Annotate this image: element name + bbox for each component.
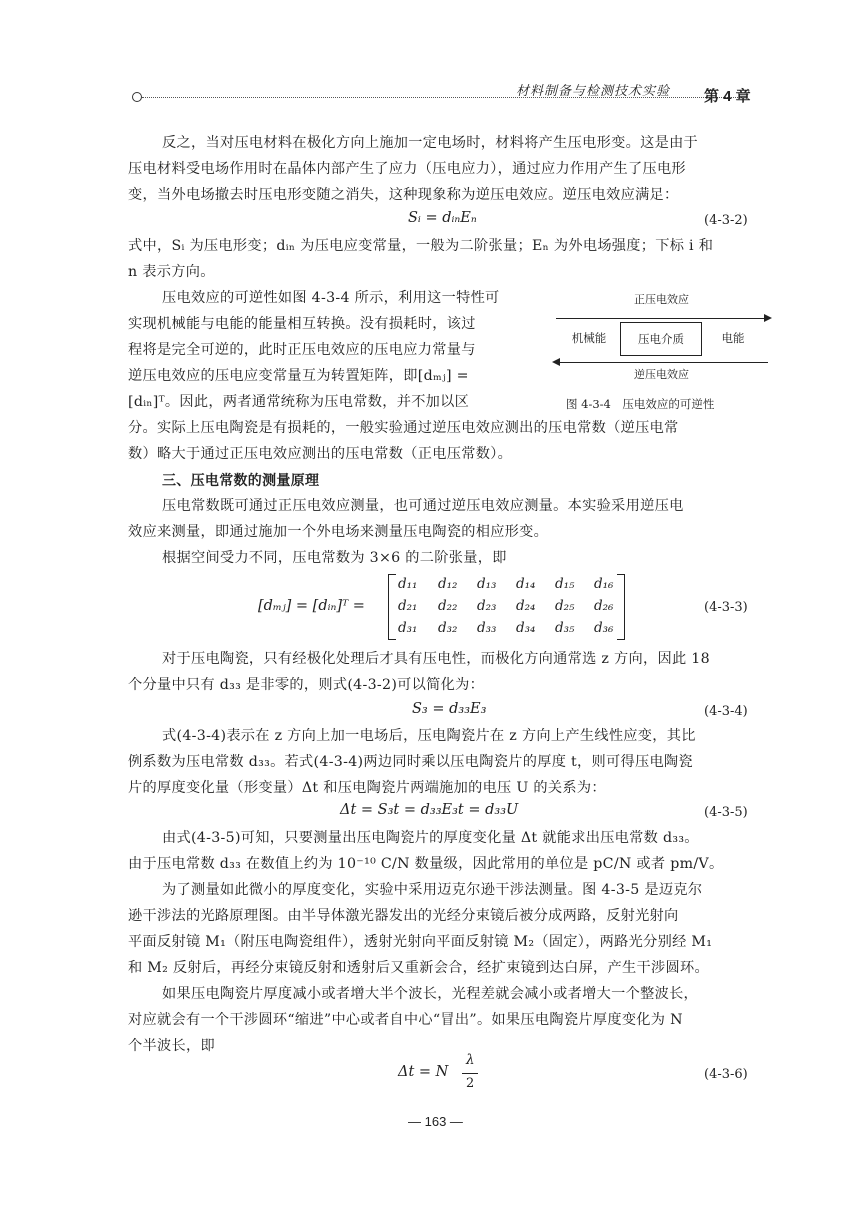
- equation-number-4-3-4: (4-3-4): [704, 704, 748, 719]
- page-number: — 163 —: [408, 1114, 463, 1129]
- eq-4-3-6-lhs: Δt = N: [398, 1064, 449, 1080]
- matrix-cell: d₃₃: [477, 620, 497, 636]
- arrow-forward: [556, 318, 768, 319]
- fraction-bar: [462, 1073, 478, 1074]
- matrix-cell: d₃₁: [398, 620, 418, 636]
- para9-line3: 平面反射镜 M₁（附压电陶瓷组件），透射光射向平面反射镜 M₂（固定），两路光分别经 M₁: [128, 934, 713, 950]
- para7-line1: 式(4-3-4)表示在 z 方向上加一电场后，压电陶瓷片在 z 方向上产生线性应变，其比: [162, 728, 696, 744]
- matrix-cell: d₂₅: [555, 598, 575, 614]
- equation-number-4-3-5: (4-3-5): [704, 805, 748, 820]
- para4-line1: 压电常数既可通过正压电效应测量，也可通过逆压电效应测量。本实验采用逆压电: [162, 498, 684, 514]
- matrix-cell: d₃₆: [594, 620, 614, 636]
- matrix-cell: d₃₂: [438, 620, 458, 636]
- matrix-cell: d₁₅: [555, 576, 575, 592]
- para3-line7: 数）略大于通过正压电效应测出的压电常数（正电压常数）。: [128, 446, 513, 462]
- para2-line2: n 表示方向。: [128, 264, 215, 280]
- equation-4-3-4: S₃ = d₃₃E₃: [412, 701, 487, 717]
- para9-line1: 为了测量如此微小的厚度变化，实验中采用迈克尔逊干涉法测量。图 4-3-5 是迈克尔: [162, 882, 703, 898]
- matrix-right-bracket: [617, 574, 625, 640]
- arrow-inverse: [558, 362, 768, 363]
- arrow-forward-head: [764, 314, 772, 322]
- eq-4-3-6-denominator: 2: [466, 1076, 475, 1091]
- arrow-inverse-head: [552, 358, 560, 366]
- para8-line2: 由于压电常数 d₃₃ 在数值上约为 10⁻¹⁰ C/N 数量级，因此常用的单位是 pC/N 或者 pm/V。: [128, 856, 724, 872]
- para7-line2: 例系数为压电常数 d₃₃。若式(4-3-4)两边同时乘以压电陶瓷片的厚度 t，则可得压电陶瓷: [128, 754, 693, 770]
- para6-line2: 个分量中只有 d₃₃ 是非零的，则式(4-3-2)可以简化为：: [128, 677, 485, 693]
- para3-line3: 程将是完全可逆的，此时正压电效应的压电应力常量与: [128, 342, 476, 358]
- equation-number-4-3-2: (4-3-2): [704, 213, 748, 228]
- para1-line3: 变，当外电场撤去时压电形变随之消失，这种现象称为逆压电效应。逆压电效应满足：: [128, 187, 679, 203]
- para3-line2: 实现机械能与电能的能量相互转换。没有损耗时，该过: [128, 316, 476, 332]
- header-circle: [132, 92, 142, 102]
- matrix-cell: d₂₃: [477, 598, 497, 614]
- para3-line6: 分。实际上压电陶瓷是有损耗的，一般实验通过逆压电效应测出的压电常数（逆压电常: [128, 420, 679, 436]
- para10-line1: 如果压电陶瓷片厚度减小或者增大半个波长，光程差就会减小或者增大一个整波长，: [162, 986, 699, 1002]
- para1-line1: 反之，当对压电材料在极化方向上施加一定电场时，材料将产生压电形变。这是由于: [162, 135, 699, 151]
- para9-line2: 逊干涉法的光路原理图。由半导体激光器发出的光经分束镜后被分成两路，反射光射向: [128, 908, 679, 924]
- matrix-cell: d₂₆: [594, 598, 614, 614]
- matrix-cell: d₁₆: [594, 576, 614, 592]
- para2-line1: 式中，Sᵢ 为压电形变；dᵢₙ 为压电应变常量，一般为二阶张量；Eₙ 为外电场强度；下标 i 和: [128, 238, 714, 254]
- para7-line3: 片的厚度变化量（形变量）Δt 和压电陶瓷片两端施加的电压 U 的关系为：: [128, 780, 606, 796]
- matrix-left-bracket: [388, 574, 396, 640]
- section-heading: 三、压电常数的测量原理: [162, 472, 320, 488]
- box-mechanical-energy: 机械能: [571, 331, 607, 345]
- matrix-lhs: [dₘⱼ] = [dᵢₙ]ᵀ =: [258, 598, 365, 614]
- matrix-cell: d₃₄: [516, 620, 536, 636]
- para10-line2: 对应就会有一个干涉圆环“缩进”中心或者自中心“冒出”。如果压电陶瓷片厚度变化为 N: [128, 1012, 683, 1028]
- para8-line1: 由式(4-3-5)可知，只要测量出压电陶瓷片的厚度变化量 Δt 就能求出压电常数 d₃₃。: [162, 830, 699, 846]
- header-chapter: 第 4 章: [704, 88, 751, 105]
- para6-line1: 对于压电陶瓷，只有经极化处理后才具有压电性，而极化方向通常选 z 方向，因此 18: [162, 651, 710, 667]
- figure-caption: 图 4-3-4 压电效应的可逆性: [566, 397, 715, 411]
- equation-4-3-2: Sᵢ = dᵢₙEₙ: [408, 210, 477, 226]
- equation-4-3-5: Δt = S₃t = d₃₃E₃t = d₃₃U: [340, 802, 519, 818]
- equation-number-4-3-3: (4-3-3): [704, 600, 748, 615]
- matrix-cell: d₁₁: [398, 576, 418, 592]
- para1-line2: 压电材料受电场作用时在晶体内部产生了应力（压电应力），通过应力作用产生了压电形: [128, 161, 686, 177]
- para3-line4: 逆压电效应的压电应变常量互为转置矩阵，即[dₘⱼ] =: [128, 368, 469, 384]
- matrix-cell: d₂₄: [516, 598, 536, 614]
- para4-line2: 效应来测量，即通过施加一个外电场来测量压电陶瓷的相应形变。: [128, 524, 549, 540]
- matrix-cell: d₃₅: [555, 620, 575, 636]
- para5: 根据空间受力不同，压电常数为 3×6 的二阶张量，即: [162, 550, 507, 566]
- para10-line3: 个半波长，即: [128, 1038, 215, 1054]
- para9-line4: 和 M₂ 反射后，再经分束镜反射和透射后又重新会合，经扩束镜到达白屏，产生干涉圆环。: [128, 960, 709, 976]
- para3-line5: [dᵢₙ]ᵀ。因此，两者通常统称为压电常数，并不加以区: [128, 394, 470, 410]
- matrix-cell: d₁₃: [477, 576, 497, 592]
- figure-label-inverse: 逆压电效应: [634, 368, 689, 381]
- figure-label-forward: 正压电效应: [634, 293, 689, 306]
- matrix-cell: d₁₄: [516, 576, 536, 592]
- box-electric-energy: 电能: [721, 331, 745, 345]
- header-title: 材料制备与检测技术实验: [516, 84, 671, 99]
- matrix-cell: d₂₁: [398, 598, 418, 614]
- box-piezo-medium: 压电介质: [620, 322, 702, 356]
- equation-number-4-3-6: (4-3-6): [704, 1067, 748, 1082]
- matrix-cell: d₂₂: [438, 598, 458, 614]
- eq-4-3-6-numerator: λ: [466, 1052, 475, 1068]
- para3-line1: 压电效应的可逆性如图 4-3-4 所示，利用这一特性可: [162, 290, 500, 306]
- matrix-cell: d₁₂: [438, 576, 458, 592]
